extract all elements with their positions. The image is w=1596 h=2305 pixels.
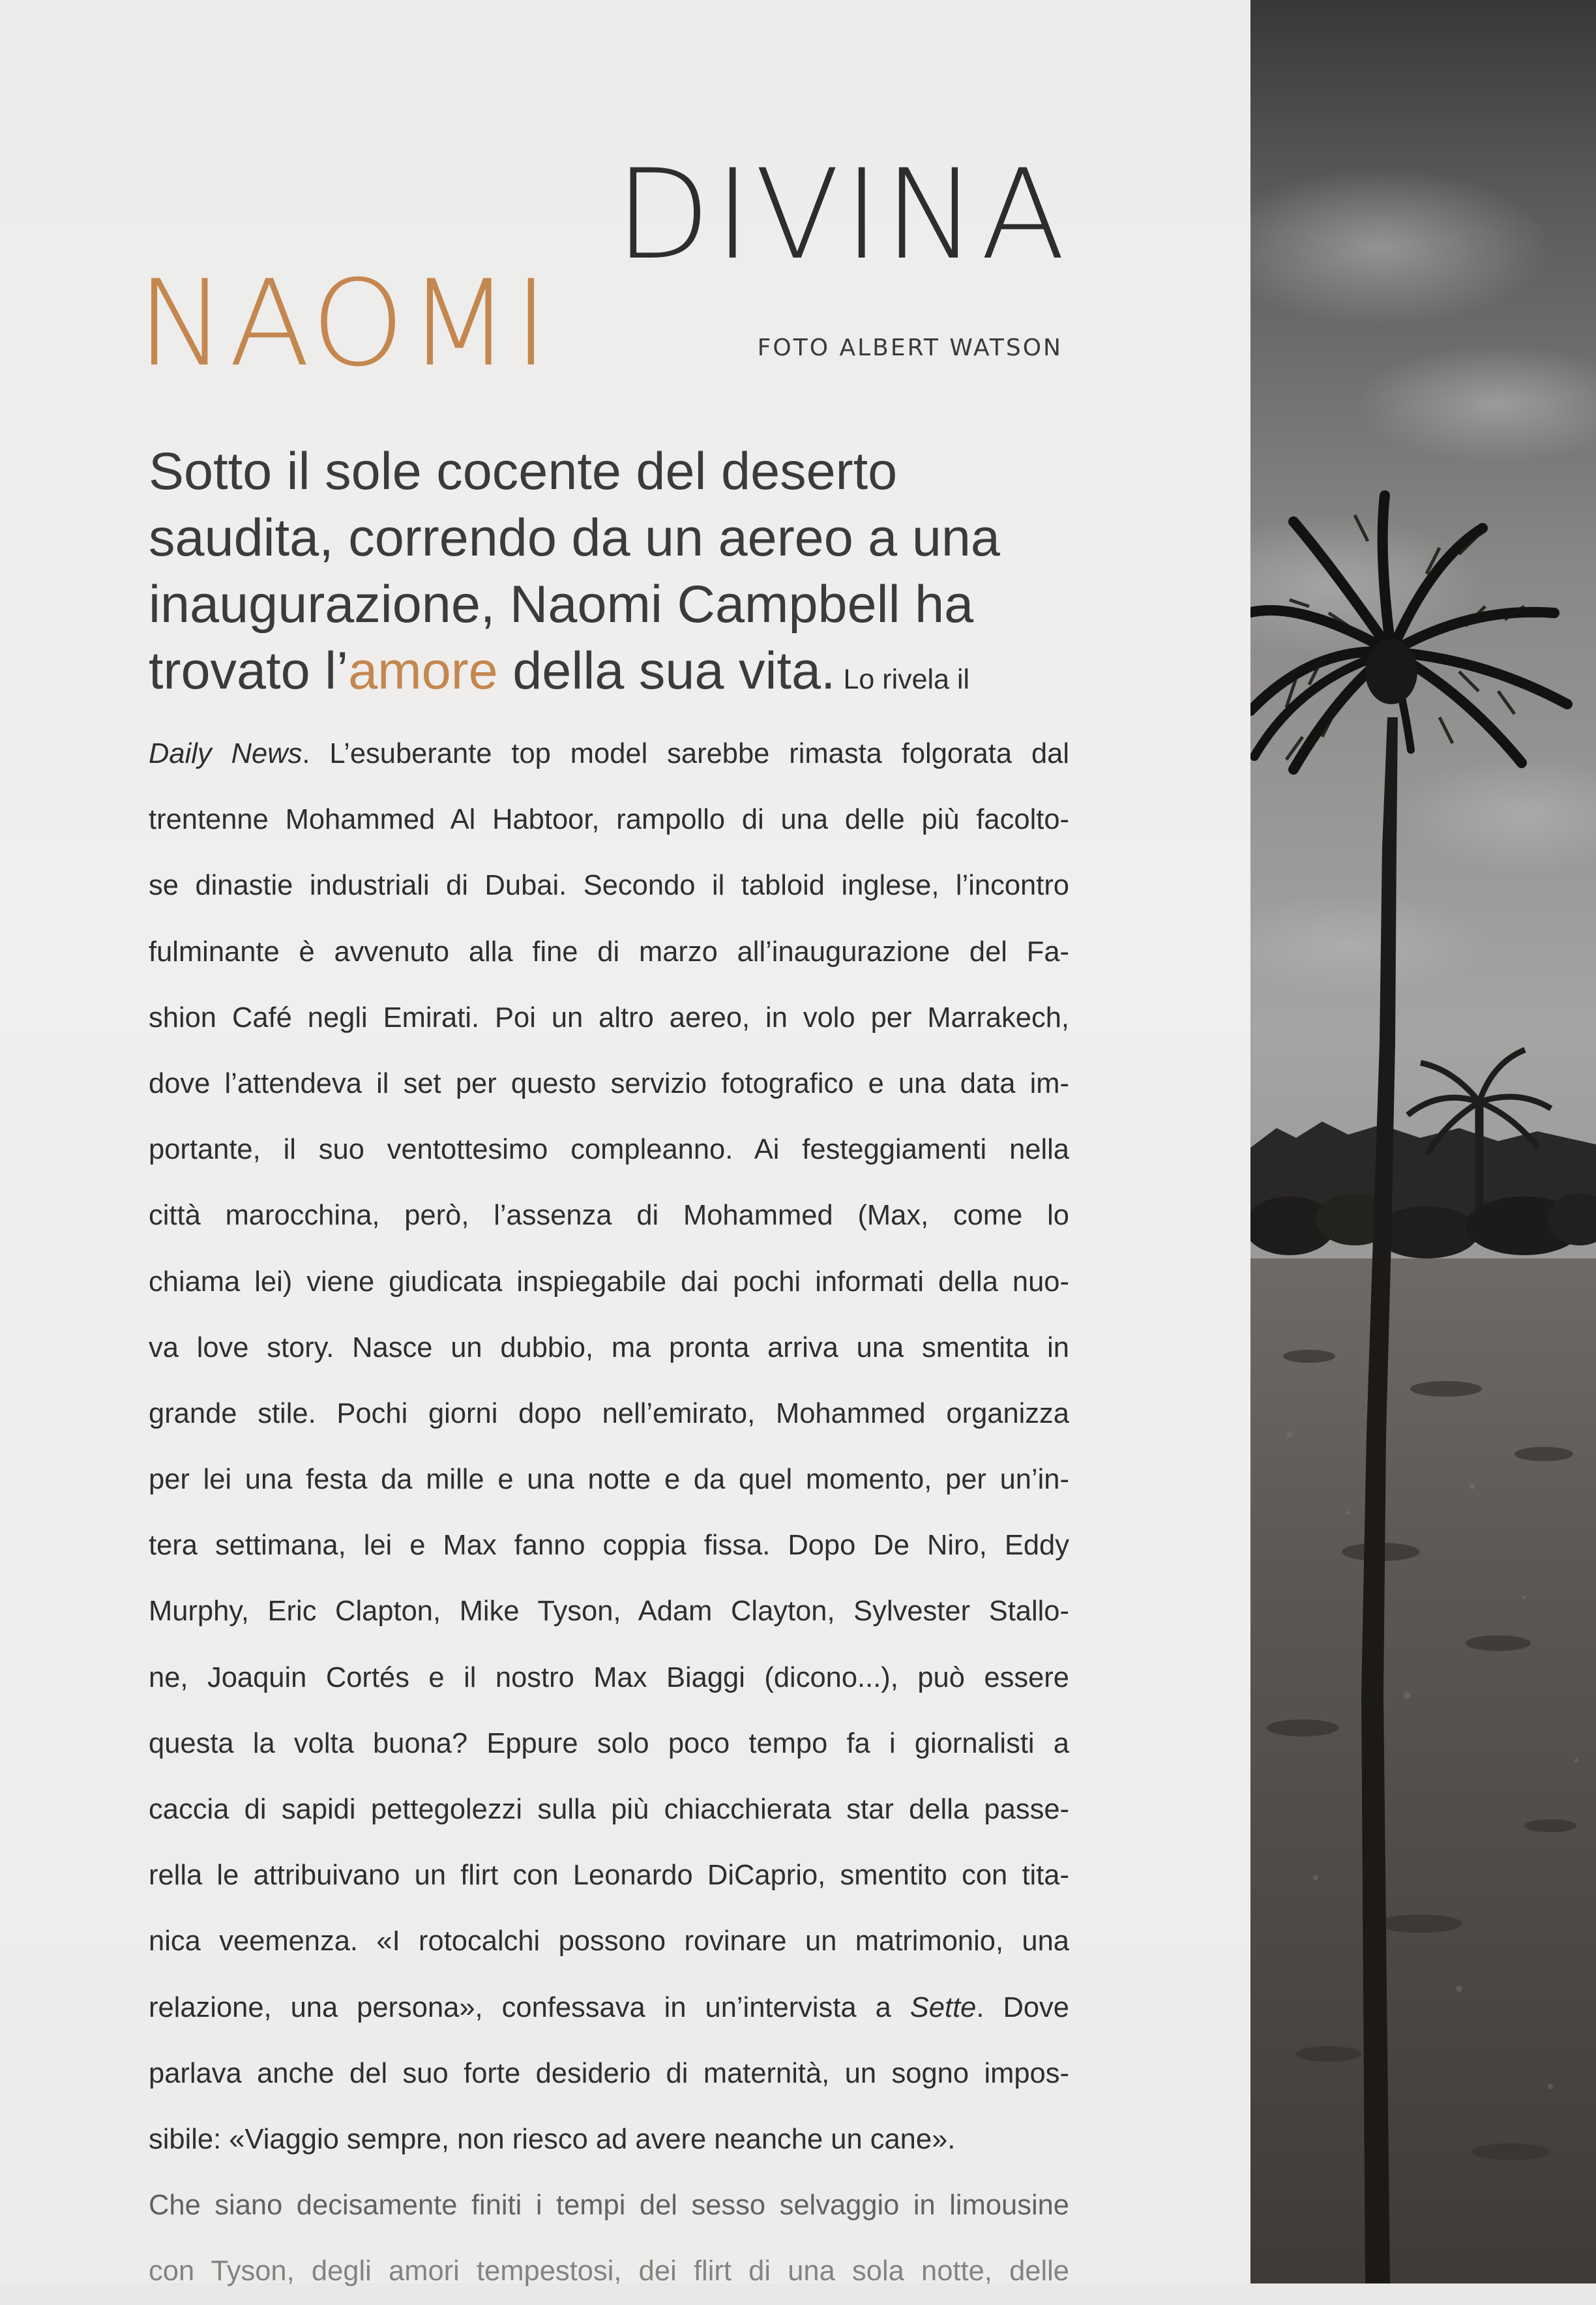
body-line: per lei una festa da mille e una notte e da quel momento, per un’in- bbox=[149, 1464, 1069, 1496]
lead-accent-word: amore bbox=[348, 642, 498, 700]
body-line: caccia di sapidi pettegolezzi sulla più chiacchierata star della passe- bbox=[149, 1794, 1069, 1825]
body-text: . L’esuberante top model sarebbe rimasta folgorata dal bbox=[302, 738, 1070, 769]
body-line: se dinastie industriali di Dubai. Secondo il tabloid inglese, l’incontro bbox=[149, 870, 1069, 902]
body-line: rella le attribuivano un flirt con Leonardo DiCaprio, smentito con tita- bbox=[149, 1860, 1069, 1892]
body-line: sibile: «Viaggio sempre, non riesco ad avere neanche un cane». bbox=[149, 2123, 956, 2155]
desert-palm-photo bbox=[1250, 0, 1596, 2283]
body-line: chiama lei) viene giudicata inspiegabile dai pochi informati della nuo- bbox=[149, 1266, 1069, 1298]
body-line: shion Café negli Emirati. Poi un altro aereo, in volo per Marrakech, bbox=[149, 1002, 1069, 1034]
body-line: nica veemenza. «I rotocalchi possono rovinare un matrimonio, una bbox=[149, 1926, 1069, 1957]
body-text: relazione, una persona», confessava in un’intervista a bbox=[149, 1991, 910, 2023]
body-line: tera settimana, lei e Max fanno coppia fissa. Dopo De Niro, Eddy bbox=[149, 1530, 1069, 1562]
lead-line: Sotto il sole cocente del deserto bbox=[149, 442, 898, 501]
lead-small-text: Lo rivela il bbox=[835, 664, 970, 695]
body-line bbox=[149, 1975, 1069, 2041]
body-line: Che siano decisamente finiti i tempi del sesso selvaggio in limousine bbox=[149, 2190, 1069, 2222]
body-line: portante, il suo ventottesimo compleanno. Ai festeggiamenti nella bbox=[149, 1134, 1069, 1166]
body-line: Murphy, Eric Clapton, Mike Tyson, Adam Clayton, Sylvester Stallo- bbox=[149, 1596, 1069, 1628]
body-line: grande stile. Pochi giorni dopo nell’emirato, Mohammed organizza bbox=[149, 1397, 1069, 1429]
body-line: parlava anche del suo forte desiderio di maternità, un sogno impos- bbox=[149, 2057, 1069, 2089]
body-line: ne, Joaquin Cortés e il nostro Max Biaggi (dicono...), può essere bbox=[149, 1661, 1069, 1693]
body-line bbox=[149, 721, 1069, 787]
title-divina: DIVINA bbox=[615, 143, 1069, 287]
lead-line: saudita, correndo da un aereo a una bbox=[149, 509, 1000, 567]
body-text: . Dove bbox=[976, 1991, 1069, 2023]
lead-paragraph bbox=[149, 438, 1068, 713]
palm-tree-photo-image bbox=[1250, 0, 1596, 2283]
body-line: fulminante è avvenuto alla fine di marzo all’inaugurazione del Fa- bbox=[149, 936, 1069, 968]
body-line: trentenne Mohammed Al Habtoor, rampollo di una delle più facolto- bbox=[149, 804, 1069, 836]
body-line: con Tyson, degli amori tempestosi, dei flirt di una sola notte, delle bbox=[149, 2255, 1069, 2287]
body-line: questa la volta buona? Eppure solo poco tempo fa i giornalisti a bbox=[149, 1727, 1069, 1759]
photo-credit: FOTO ALBERT WATSON bbox=[757, 335, 1063, 361]
body-line: città marocchina, però, l’assenza di Mohammed (Max, come lo bbox=[149, 1200, 1069, 1232]
lead-line: inaugurazione, Naomi Campbell ha bbox=[149, 575, 974, 634]
lead-text: della sua vita. bbox=[497, 642, 836, 700]
lead-line bbox=[149, 638, 1068, 713]
lead-text: trovato l’ bbox=[149, 642, 349, 700]
publication-name: Daily News bbox=[149, 738, 303, 769]
body-line: dove l’attendeva il set per questo servizio fotografico e una data im- bbox=[149, 1067, 1069, 1099]
publication-name: Sette bbox=[909, 1991, 977, 2023]
article-body bbox=[149, 721, 1069, 2305]
body-line: va love story. Nasce un dubbio, ma pronta arriva una smentita in bbox=[149, 1331, 1069, 1363]
title-naomi: NAOMI bbox=[137, 254, 552, 393]
